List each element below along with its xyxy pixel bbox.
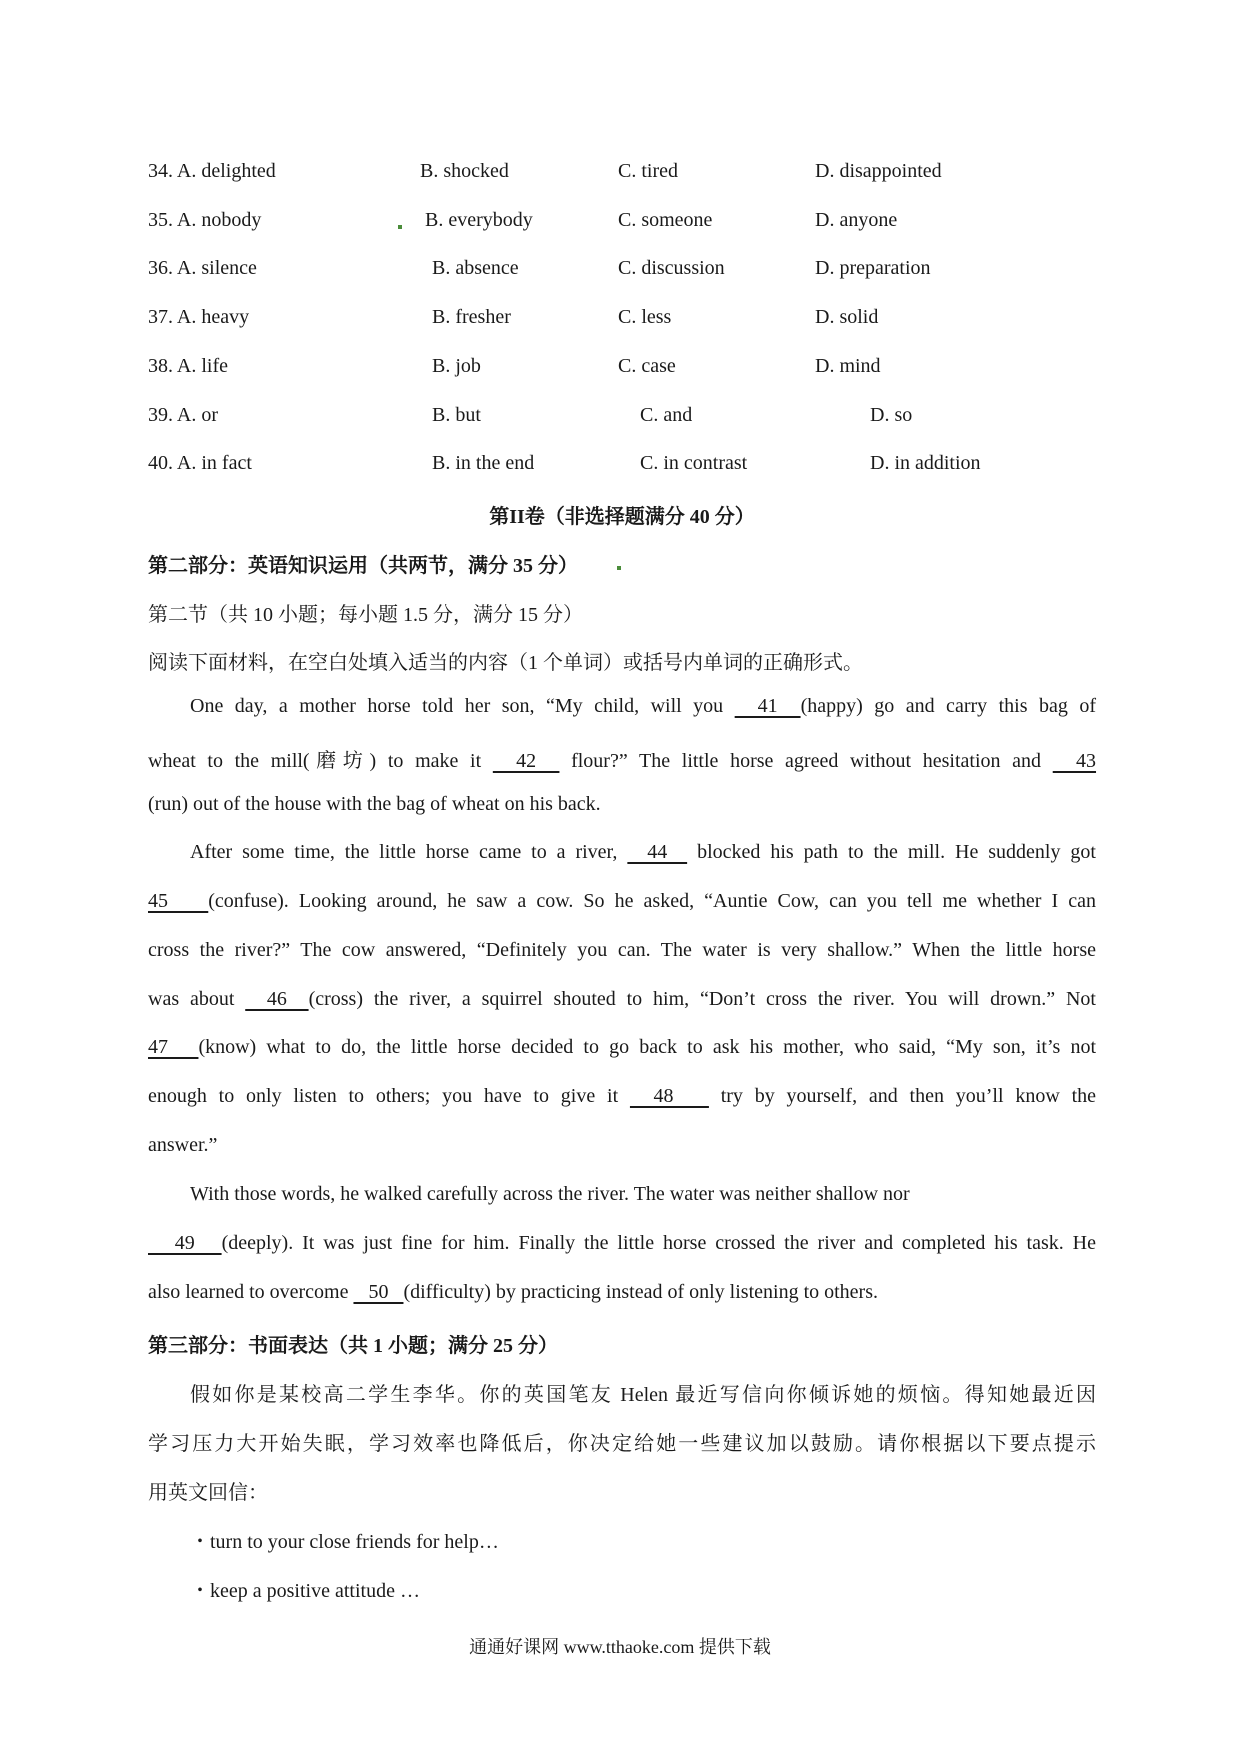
mc-option-a: 40. A. in fact: [148, 452, 252, 474]
mc-option-b: B. absence: [432, 257, 519, 279]
mc-option-d: D. solid: [815, 306, 879, 328]
passage-line: enough to only listen to others; you have to give it 48 try by yourself, and then you’ll know the: [148, 1085, 1097, 1107]
mc-option-d: D. in addition: [870, 452, 981, 474]
mc-option-b: B. in the end: [432, 452, 535, 474]
green-mark: [398, 225, 402, 229]
mc-option-a: 34. A. delighted: [148, 160, 276, 182]
blank-42[interactable]: 42: [492, 750, 560, 772]
part-3-title: 第三部分：书面表达（共 1 小题；满分 25 分）: [148, 1335, 558, 1357]
mc-option-a: 36. A. silence: [148, 257, 257, 279]
prompt-line: 用英文回信：: [148, 1482, 268, 1504]
blank-44[interactable]: 44: [627, 841, 688, 863]
mc-option-d: D. anyone: [815, 209, 898, 231]
passage-line: 45 (confuse). Looking around, he saw a cow. So he asked, “Auntie Cow, can you tell me whether I can: [148, 890, 1097, 912]
prompt-line: 学习压力大开始失眠，学习效率也降低后，你决定给她一些建议加以鼓励。请你根据以下要点提示: [148, 1433, 1096, 1455]
passage-line: 49 (deeply). It was just fine for him. Finally the little horse crossed the river and completed his task. He: [148, 1232, 1096, 1254]
passage-line: was about 46 (cross) the river, a squirrel shouted to him, “Don’t cross the river. You will drown.” Not: [148, 988, 1096, 1010]
mc-option-a: 35. A. nobody: [148, 209, 262, 231]
green-mark: [617, 566, 621, 570]
passage-line: (run) out of the house with the bag of wheat on his back.: [148, 793, 601, 815]
volume-2-title: 第II卷（非选择题满分 40 分）: [489, 506, 755, 528]
mc-option-d: D. so: [870, 404, 913, 426]
passage-line: cross the river?” The cow answered, “Definitely you can. The water is very shallow.” When the little horse: [148, 939, 1096, 961]
blank-45[interactable]: 45: [148, 890, 209, 912]
passage-line: With those words, he walked carefully across the river. The water was neither shallow nor: [190, 1183, 910, 1205]
mc-option-b: B. shocked: [420, 160, 509, 182]
bullet-item: ・keep a positive attitude …: [190, 1580, 420, 1602]
passage-line: One day, a mother horse told her son, “My child, will you 41 (happy) go and carry this bag of: [190, 695, 1096, 717]
passage-line: also learned to overcome 50 (difficulty) by practicing instead of only listening to others.: [148, 1281, 878, 1303]
blank-50[interactable]: 50: [353, 1281, 404, 1303]
mc-option-a: 39. A. or: [148, 404, 219, 426]
mc-option-c: C. in contrast: [640, 452, 748, 474]
instructions: 阅读下面材料，在空白处填入适当的内容（1 个单词）或括号内单词的正确形式。: [148, 652, 863, 674]
mc-option-a: 37. A. heavy: [148, 306, 250, 328]
page-footer: 通通好课网 www.tthaoke.com 提供下载: [469, 1637, 771, 1657]
blank-43[interactable]: 43: [1052, 750, 1097, 772]
mc-option-b: B. everybody: [425, 209, 533, 231]
section-2-title: 第二节（共 10 小题；每小题 1.5 分，满分 15 分）: [148, 604, 583, 626]
blank-46[interactable]: 46: [245, 988, 309, 1010]
passage-line: After some time, the little horse came to a river, 44 blocked his path to the mill. He suddenly got: [190, 841, 1096, 863]
mc-option-d: D. preparation: [815, 257, 931, 279]
passage-line: 47 (know) what to do, the little horse decided to go back to ask his mother, who said, “My son, it’s not: [148, 1036, 1097, 1058]
blank-41[interactable]: 41: [734, 695, 801, 717]
passage-line: wheat to the mill(磨坊) to make it 42 flour?” The little horse agreed without hesitation and 43: [148, 750, 1097, 772]
mc-option-d: D. mind: [815, 355, 881, 377]
mc-option-b: B. job: [432, 355, 481, 377]
mc-option-c: C. and: [640, 404, 693, 426]
bullet-item: ・turn to your close friends for help…: [190, 1531, 499, 1553]
mc-option-d: D. disappointed: [815, 160, 942, 182]
blank-47[interactable]: 47: [148, 1036, 199, 1058]
mc-option-b: B. fresher: [432, 306, 511, 328]
mc-option-c: C. tired: [618, 160, 678, 182]
prompt-line: 假如你是某校高二学生李华。你的英国笔友 Helen 最近写信向你倾诉她的烦恼。得知她最近因: [190, 1384, 1096, 1406]
blank-48[interactable]: 48: [629, 1085, 709, 1107]
mc-option-c: C. less: [618, 306, 672, 328]
mc-option-c: C. someone: [618, 209, 713, 231]
passage-line: answer.”: [148, 1134, 218, 1156]
mc-option-c: C. discussion: [618, 257, 725, 279]
part-2-title: 第二部分：英语知识运用（共两节，满分 35 分）: [148, 555, 578, 577]
mc-option-c: C. case: [618, 355, 676, 377]
blank-49[interactable]: 49: [148, 1232, 222, 1254]
mc-option-a: 38. A. life: [148, 355, 228, 377]
mc-option-b: B. but: [432, 404, 481, 426]
